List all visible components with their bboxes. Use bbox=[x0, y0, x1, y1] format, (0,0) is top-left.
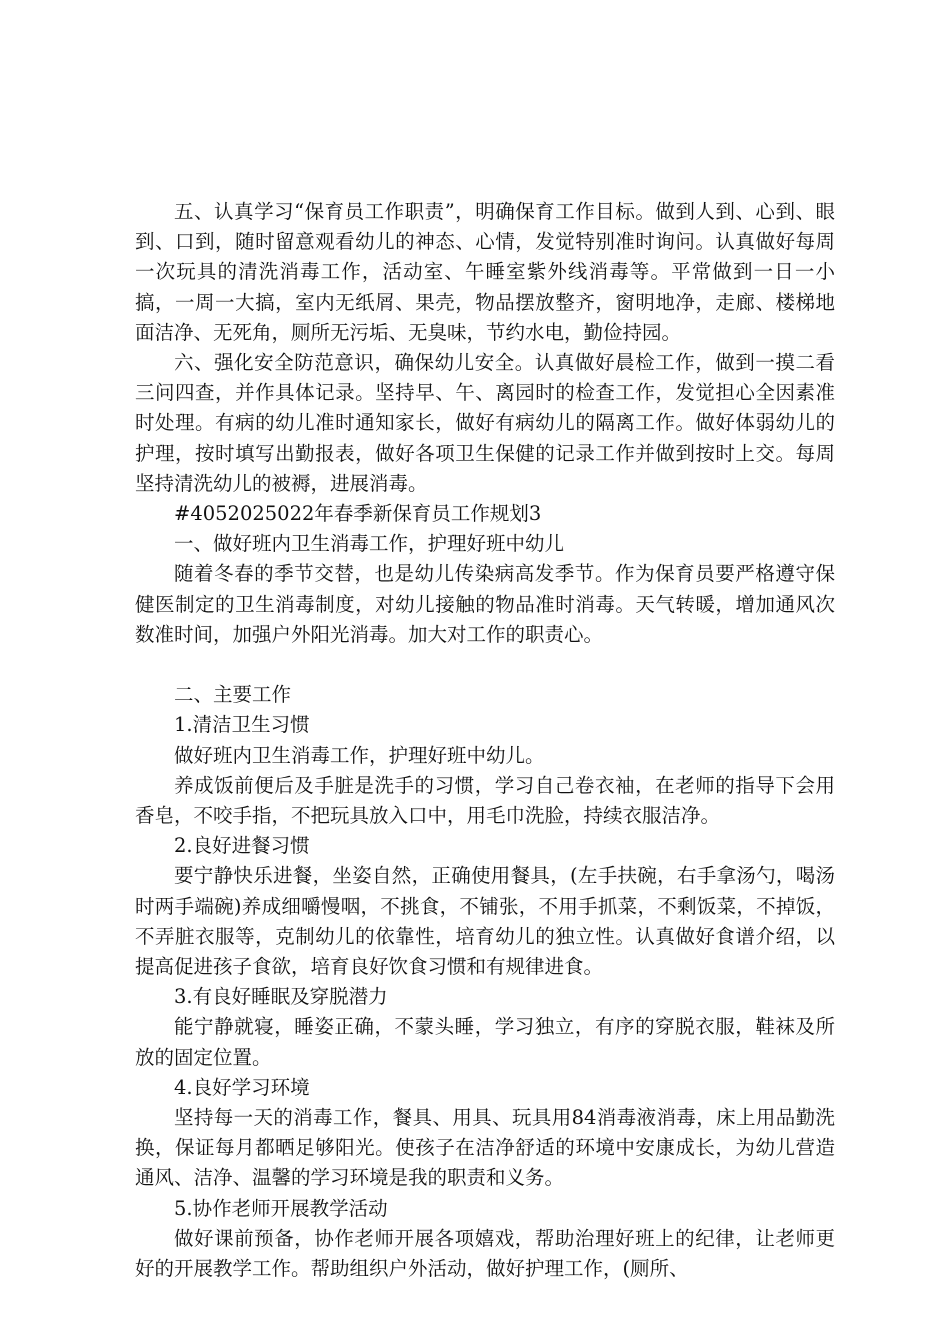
paragraph-eating: 要宁静快乐进餐，坐姿自然，正确使用餐具，(左手扶碗，右手拿汤勺，喝汤时两手端碗)养成细嚼慢咽，不挑食，不铺张，不用手抓菜，不剩饭菜，不掉饭，不弄脏衣服等，克制幼儿的依靠性，培育幼儿的独立性。认真做好食谱介绍，以提高促进孩子食欲，培育良好饮食习惯和有规律进食。 bbox=[135, 864, 835, 979]
subheading-3: 3.有良好睡眠及穿脱潜力 bbox=[174, 985, 388, 1009]
paragraph-hygiene: 做好班内卫生消毒工作，护理好班中幼儿。 bbox=[174, 743, 545, 767]
paragraph-season: 随着冬春的季节交替，也是幼儿传染病高发季节。作为保育员要严格遵守保健医制定的卫生消毒制度，对幼儿接触的物品准时消毒。天气转暖，增加通风次数准时间，加强户外阳光消毒。加大对工作的职责心。 bbox=[135, 562, 835, 646]
paragraph-sleeping: 能宁静就寝，睡姿正确，不蒙头睡，学习独立，有序的穿脱衣服，鞋袜及所放的固定位置。 bbox=[135, 1015, 835, 1069]
subheading-2: 2.良好进餐习惯 bbox=[174, 834, 310, 858]
paragraph-5-duties: 五、认真学习“保育员工作职责”，明确保育工作目标。做到人到、心到、眼到、口到，随时留意观看幼儿的神态、心情，发觉特别准时询问。认真做好每周一次玩具的清洗消毒工作，活动室、午睡室紫外线消毒等。平常做到一日一小搞，一周一大搞，室内无纸屑、果壳，物品摆放整齐，窗明地净，走廊、楼梯地面洁净、无死角，厕所无污垢、无臭味，节约水电，勤俭持园。 bbox=[135, 200, 835, 344]
document-body bbox=[135, 197, 835, 1284]
paragraph-environment: 坚持每一天的消毒工作，餐具、用具、玩具用84消毒液消毒，床上用品勤洗换，保证每月都晒足够阳光。使孩子在洁净舒适的环境中安康成长，为幼儿营造通风、洁净、温馨的学习环境是我的职责和义务。 bbox=[135, 1106, 835, 1190]
heading-2: 二、主要工作 bbox=[174, 683, 292, 707]
paragraph-teaching: 做好课前预备，协作老师开展各项嬉戏，帮助治理好班上的纪律，让老师更好的开展教学工作。帮助组织户外活动，做好护理工作，(厕所、 bbox=[135, 1226, 835, 1281]
paragraph-handwashing: 养成饭前便后及手脏是洗手的习惯，学习自己卷衣袖，在老师的指导下会用香皂，不咬手指，不把玩具放入口中，用毛巾洗脸，持续衣服洁净。 bbox=[135, 773, 835, 828]
subheading-1: 1.清洁卫生习惯 bbox=[174, 713, 310, 737]
subheading-5: 5.协作老师开展教学活动 bbox=[174, 1196, 388, 1220]
paragraph-6-safety: 六、强化安全防范意识，确保幼儿安全。认真做好晨检工作，做到一摸二看三问四查，并作具体记录。坚持早、午、离园时的检查工作，发觉担心全因素准时处理。有病的幼儿准时通知家长，做好有病幼儿的隔离工作。做好体弱幼儿的护理，按时填写出勤报表，做好各项卫生保健的记录工作并做到按时上交。每周坚持清洗幼儿的被褥，进展消毒。 bbox=[135, 351, 835, 495]
section-title: #4052025022年春季新保育员工作规划3 bbox=[174, 502, 542, 526]
blank-line bbox=[135, 650, 835, 680]
heading-1: 一、做好班内卫生消毒工作，护理好班中幼儿 bbox=[174, 532, 565, 556]
subheading-4: 4.良好学习环境 bbox=[174, 1075, 310, 1099]
